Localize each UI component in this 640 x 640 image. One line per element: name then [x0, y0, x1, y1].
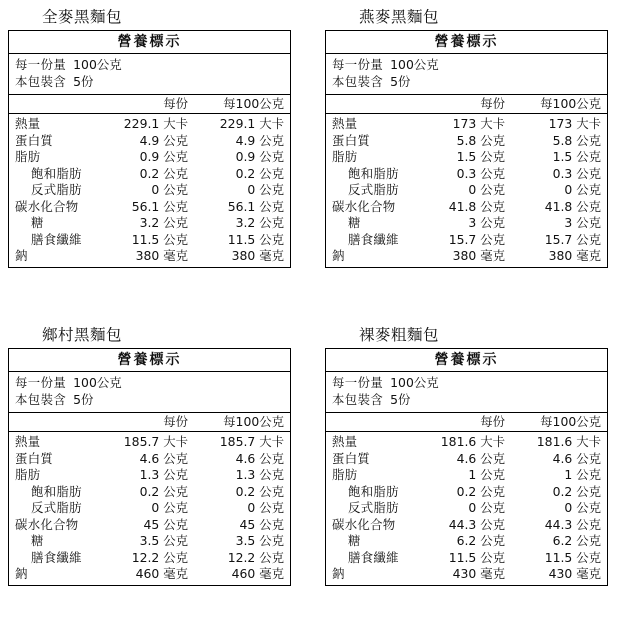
servings-per-pack-row [332, 74, 601, 91]
nutrient-name: 鈉 [15, 247, 28, 263]
nutrient-per-100g: 0 公克 [247, 182, 284, 198]
table-row [15, 166, 284, 182]
column-header-nutrient [332, 415, 417, 429]
nutrient-name: 鈉 [332, 565, 345, 581]
nutrient-table [326, 114, 607, 267]
table-row [332, 467, 601, 483]
table-row [15, 434, 284, 450]
product-title: 裸麥粗麵包 [359, 326, 440, 344]
table-row [15, 231, 284, 247]
nutrient-per-100g: 229.1 大卡 [219, 116, 284, 132]
label-heading: 營養標示 [326, 31, 607, 54]
table-row [332, 149, 601, 165]
column-header-nutrient [332, 97, 417, 111]
servings-value: 5份 [73, 392, 94, 408]
table-row [332, 248, 601, 264]
nutrition-label-box [325, 30, 608, 268]
nutrient-per-100g: 0 公克 [564, 500, 601, 516]
servings-value: 5份 [390, 392, 411, 408]
nutrient-per-100g: 0.2 公克 [235, 483, 284, 499]
table-row [332, 434, 601, 450]
nutrient-name: 蛋白質 [15, 450, 54, 466]
product-title: 燕麥黑麵包 [359, 8, 440, 26]
serving-size-label: 每一份量 [15, 56, 67, 72]
nutrient-per-serving: 4.6 公克 [139, 450, 188, 466]
nutrient-per-100g: 12.2 公克 [227, 549, 284, 565]
table-row [15, 149, 284, 165]
table-row [15, 517, 284, 533]
nutrient-name: 飽和脂肪 [348, 483, 399, 499]
nutrient-per-serving: 460 毫克 [135, 565, 188, 581]
column-headers [9, 413, 290, 432]
table-row [15, 182, 284, 198]
label-heading: 營養標示 [9, 31, 290, 54]
column-header-per-serving: 每份 [480, 414, 505, 429]
nutrient-per-serving: 0.3 公克 [456, 165, 505, 181]
serving-size-label: 每一份量 [15, 374, 67, 390]
table-row [332, 199, 601, 215]
nutrient-per-100g: 460 毫克 [231, 565, 284, 581]
nutrient-per-serving: 0.2 公克 [139, 165, 188, 181]
table-row [332, 500, 601, 516]
nutrient-table [326, 432, 607, 585]
nutrient-name: 糖 [31, 533, 44, 549]
nutrient-name: 反式脂肪 [31, 500, 82, 516]
nutrient-name: 碳水化合物 [332, 516, 396, 532]
table-row [15, 451, 284, 467]
table-row [15, 248, 284, 264]
nutrient-per-100g: 1.3 公克 [235, 467, 284, 483]
nutrition-panel-3 [8, 324, 315, 640]
nutrient-name: 蛋白質 [332, 450, 371, 466]
nutrient-per-100g: 41.8 公克 [544, 198, 601, 214]
nutrient-name: 碳水化合物 [15, 198, 79, 214]
serving-size-row [15, 56, 284, 73]
nutrient-name: 脂肪 [332, 149, 358, 165]
nutrient-per-serving: 0 公克 [151, 500, 188, 516]
serving-info [9, 372, 290, 413]
nutrient-per-100g: 0 公克 [564, 182, 601, 198]
nutrient-name: 糖 [31, 215, 44, 231]
table-row [332, 133, 601, 149]
nutrient-per-serving: 3 公克 [468, 215, 505, 231]
label-heading: 營養標示 [9, 349, 290, 372]
nutrient-per-serving: 1.5 公克 [456, 149, 505, 165]
table-row [15, 133, 284, 149]
nutrition-label-box [8, 348, 291, 586]
servings-per-pack-row [15, 392, 284, 409]
nutrient-table [9, 432, 290, 585]
nutrient-per-serving: 3.5 公克 [139, 533, 188, 549]
nutrient-per-100g: 0.2 公克 [235, 165, 284, 181]
nutrient-per-serving: 181.6 大卡 [440, 434, 505, 450]
servings-per-pack-row [15, 74, 284, 91]
nutrient-name: 碳水化合物 [15, 516, 79, 532]
nutrient-name: 膳食纖維 [348, 231, 399, 247]
nutrient-per-serving: 380 毫克 [452, 247, 505, 263]
nutrient-name: 鈉 [15, 565, 28, 581]
table-row [15, 533, 284, 549]
nutrient-name: 鈉 [332, 247, 345, 263]
column-header-nutrient [15, 97, 100, 111]
nutrient-per-serving: 0 公克 [468, 500, 505, 516]
nutrient-name: 膳食纖維 [31, 549, 82, 565]
nutrient-per-serving: 44.3 公克 [448, 516, 505, 532]
serving-info [9, 54, 290, 95]
serving-size-label: 每一份量 [332, 374, 384, 390]
nutrition-panel-4 [325, 324, 632, 640]
servings-label: 本包裝含 [15, 74, 67, 90]
nutrient-per-100g: 0.9 公克 [235, 149, 284, 165]
table-row [332, 451, 601, 467]
column-headers [9, 95, 290, 114]
nutrient-per-100g: 11.5 公克 [227, 231, 284, 247]
nutrient-per-100g: 430 毫克 [548, 565, 601, 581]
nutrient-per-serving: 3.2 公克 [139, 215, 188, 231]
nutrient-per-100g: 3.5 公克 [235, 533, 284, 549]
table-row [15, 484, 284, 500]
serving-size-row [332, 374, 601, 391]
nutrient-per-serving: 6.2 公克 [456, 533, 505, 549]
table-row [15, 199, 284, 215]
nutrient-name: 蛋白質 [15, 132, 54, 148]
nutrient-per-serving: 173 大卡 [452, 116, 505, 132]
nutrient-per-100g: 185.7 大卡 [219, 434, 284, 450]
serving-size-row [332, 56, 601, 73]
nutrient-name: 反式脂肪 [31, 182, 82, 198]
nutrient-per-100g: 1 公克 [564, 467, 601, 483]
nutrient-per-100g: 11.5 公克 [544, 549, 601, 565]
column-header-per-serving: 每份 [163, 414, 188, 429]
nutrient-per-serving: 1.3 公克 [139, 467, 188, 483]
servings-value: 5份 [73, 74, 94, 90]
column-header-per-100g: 每100公克 [223, 96, 284, 111]
serving-size-label: 每一份量 [332, 56, 384, 72]
nutrient-per-serving: 41.8 公克 [448, 198, 505, 214]
nutrient-per-100g: 0.2 公克 [552, 483, 601, 499]
nutrient-per-100g: 4.9 公克 [235, 132, 284, 148]
nutrient-name: 飽和脂肪 [31, 165, 82, 181]
table-row [15, 215, 284, 231]
nutrient-per-100g: 380 毫克 [231, 247, 284, 263]
nutrient-per-100g: 3 公克 [564, 215, 601, 231]
serving-size-value: 100公克 [73, 374, 122, 390]
label-heading: 營養標示 [326, 349, 607, 372]
nutrient-per-serving: 4.9 公克 [139, 132, 188, 148]
serving-size-value: 100公克 [73, 56, 122, 72]
servings-value: 5份 [390, 74, 411, 90]
column-header-nutrient [15, 415, 100, 429]
nutrient-name: 反式脂肪 [348, 500, 399, 516]
column-headers [326, 95, 607, 114]
column-header-per-100g: 每100公克 [540, 96, 601, 111]
servings-label: 本包裝含 [332, 74, 384, 90]
nutrient-name: 糖 [348, 215, 361, 231]
nutrient-per-100g: 45 公克 [239, 516, 284, 532]
table-row [332, 215, 601, 231]
nutrition-label-box [325, 348, 608, 586]
nutrition-label-box [8, 30, 291, 268]
serving-info [326, 54, 607, 95]
nutrient-per-serving: 430 毫克 [452, 565, 505, 581]
nutrient-name: 熱量 [15, 116, 41, 132]
nutrient-per-serving: 11.5 公克 [448, 549, 505, 565]
nutrient-name: 熱量 [332, 434, 358, 450]
nutrient-per-100g: 4.6 公克 [552, 450, 601, 466]
nutrient-name: 膳食纖維 [31, 231, 82, 247]
table-row [15, 467, 284, 483]
table-row [15, 500, 284, 516]
nutrient-per-100g: 0 公克 [247, 500, 284, 516]
nutrient-name: 糖 [348, 533, 361, 549]
nutrition-panel-1 [8, 6, 315, 322]
nutrient-per-100g: 15.7 公克 [544, 231, 601, 247]
nutrient-per-serving: 15.7 公克 [448, 231, 505, 247]
nutrient-per-serving: 4.6 公克 [456, 450, 505, 466]
column-header-per-serving: 每份 [480, 96, 505, 111]
column-header-per-100g: 每100公克 [223, 414, 284, 429]
nutrient-name: 碳水化合物 [332, 198, 396, 214]
nutrient-per-100g: 181.6 大卡 [536, 434, 601, 450]
table-row [332, 484, 601, 500]
nutrient-per-serving: 185.7 大卡 [123, 434, 188, 450]
nutrient-table [9, 114, 290, 267]
nutrient-per-100g: 3.2 公克 [235, 215, 284, 231]
nutrient-per-100g: 173 大卡 [548, 116, 601, 132]
nutrient-per-serving: 12.2 公克 [131, 549, 188, 565]
nutrient-name: 飽和脂肪 [348, 165, 399, 181]
nutrient-per-100g: 0.3 公克 [552, 165, 601, 181]
nutrient-per-serving: 56.1 公克 [131, 198, 188, 214]
servings-label: 本包裝含 [15, 392, 67, 408]
table-row [332, 533, 601, 549]
nutrient-per-serving: 0 公克 [151, 182, 188, 198]
nutrient-name: 熱量 [15, 434, 41, 450]
column-headers [326, 413, 607, 432]
nutrient-per-serving: 0 公克 [468, 182, 505, 198]
table-row [332, 182, 601, 198]
table-row [332, 549, 601, 565]
nutrient-name: 反式脂肪 [348, 182, 399, 198]
table-row [332, 517, 601, 533]
nutrient-per-serving: 380 毫克 [135, 247, 188, 263]
product-title: 鄉村黑麵包 [42, 326, 123, 344]
nutrient-per-serving: 11.5 公克 [131, 231, 188, 247]
nutrient-name: 脂肪 [15, 149, 41, 165]
table-row [15, 549, 284, 565]
nutrient-per-serving: 45 公克 [143, 516, 188, 532]
serving-size-value: 100公克 [390, 56, 439, 72]
nutrient-per-serving: 0.9 公克 [139, 149, 188, 165]
nutrient-per-100g: 380 毫克 [548, 247, 601, 263]
serving-size-row [15, 374, 284, 391]
table-row [332, 566, 601, 582]
column-header-per-100g: 每100公克 [540, 414, 601, 429]
nutrient-per-100g: 5.8 公克 [552, 132, 601, 148]
nutrient-per-100g: 1.5 公克 [552, 149, 601, 165]
table-row [15, 116, 284, 132]
serving-info [326, 372, 607, 413]
table-row [332, 116, 601, 132]
nutrient-per-100g: 4.6 公克 [235, 450, 284, 466]
nutrient-name: 蛋白質 [332, 132, 371, 148]
product-title: 全麥黑麵包 [42, 8, 123, 26]
nutrient-per-100g: 44.3 公克 [544, 516, 601, 532]
nutrition-panel-2 [325, 6, 632, 322]
nutrient-per-100g: 56.1 公克 [227, 198, 284, 214]
nutrient-per-serving: 5.8 公克 [456, 132, 505, 148]
nutrient-per-100g: 6.2 公克 [552, 533, 601, 549]
nutrient-name: 膳食纖維 [348, 549, 399, 565]
nutrient-name: 脂肪 [332, 467, 358, 483]
servings-per-pack-row [332, 392, 601, 409]
column-header-per-serving: 每份 [163, 96, 188, 111]
serving-size-value: 100公克 [390, 374, 439, 390]
nutrient-per-serving: 0.2 公克 [139, 483, 188, 499]
table-row [332, 231, 601, 247]
nutrient-name: 熱量 [332, 116, 358, 132]
table-row [332, 166, 601, 182]
nutrient-per-serving: 229.1 大卡 [123, 116, 188, 132]
table-row [15, 566, 284, 582]
nutrient-per-serving: 0.2 公克 [456, 483, 505, 499]
nutrient-per-serving: 1 公克 [468, 467, 505, 483]
nutrient-name: 脂肪 [15, 467, 41, 483]
servings-label: 本包裝含 [332, 392, 384, 408]
nutrient-name: 飽和脂肪 [31, 483, 82, 499]
